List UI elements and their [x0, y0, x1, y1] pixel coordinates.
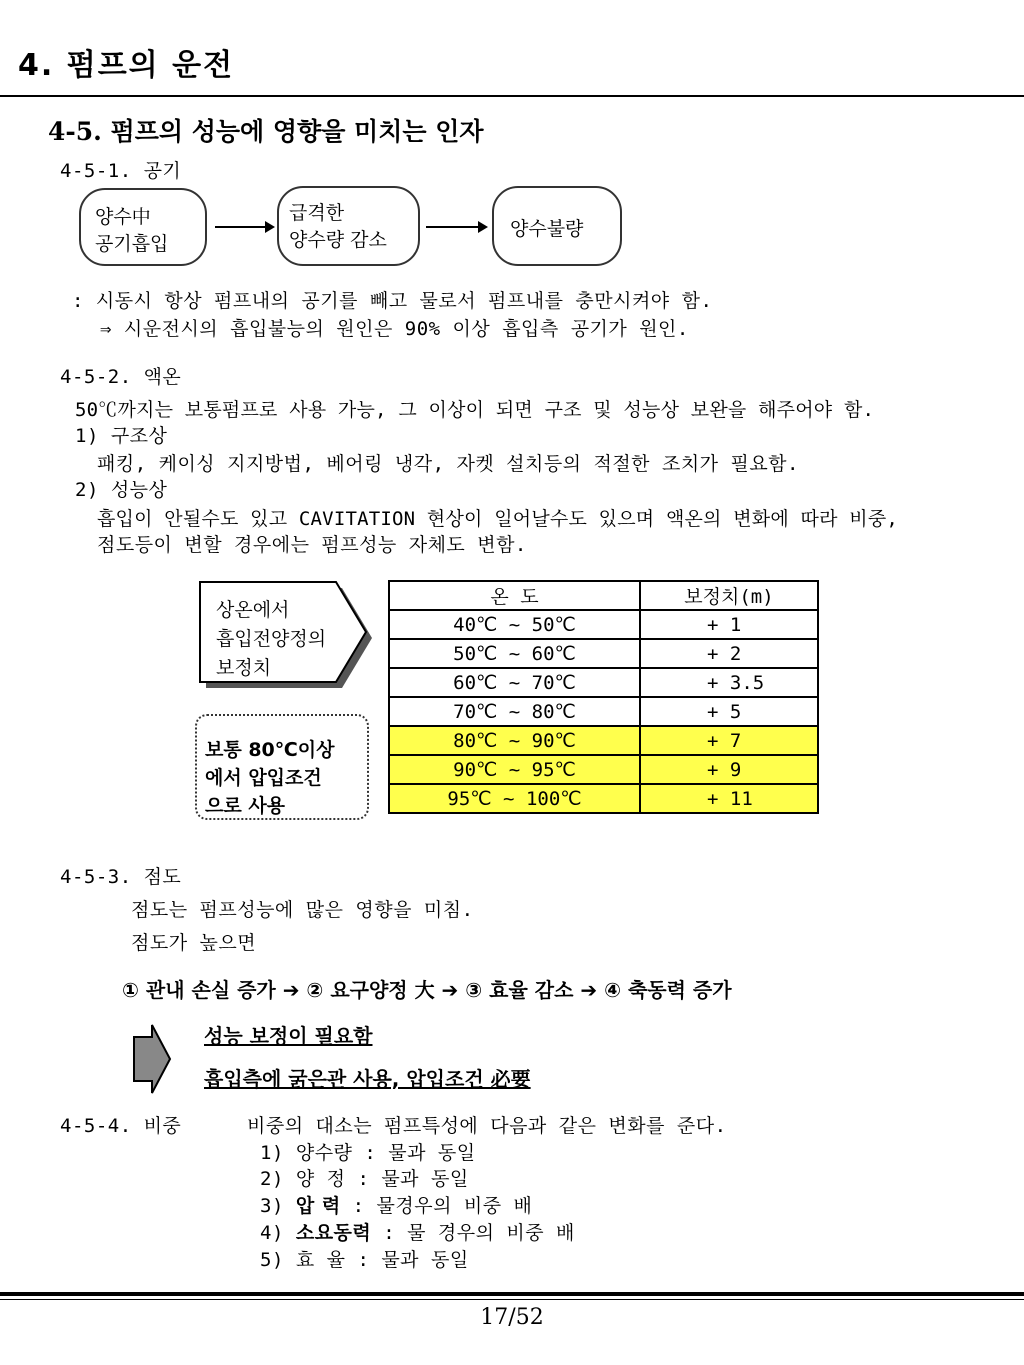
- table-row-highlighted: [389, 726, 818, 755]
- value-cell: + 3.5: [640, 668, 818, 697]
- item-text: : 물과 동일: [364, 1142, 476, 1164]
- gravity-intro: 비중의 대소는 펌프특성에 다음과 같은 변화를 준다.: [247, 1115, 727, 1137]
- structure-title: 1) 구조상: [75, 425, 168, 447]
- item-text: : 물경우의 비중 배: [352, 1195, 533, 1217]
- arrow-label-line: 상온에서: [216, 599, 290, 621]
- temp-cell: 95℃ ~ 100℃: [389, 784, 640, 813]
- arrow-label-line: 흡입전양정의: [216, 628, 327, 650]
- item-number: 3): [260, 1195, 284, 1217]
- table-row: [389, 668, 818, 697]
- item-label: 압 력: [295, 1195, 341, 1217]
- viscosity-chain: ① 관내 손실 증가 ➔ ② 요구양정 大 ➔ ③ 효율 감소 ➔ ④ 축동력 증가: [122, 978, 732, 1002]
- viscosity-result: 성능 보정이 필요함: [204, 1024, 373, 1048]
- performance-text: 흡입이 안될수도 있고 CAVITATION 현상이 일어날수도 있으며 액온의 변화에 따라 비중,: [97, 508, 899, 530]
- item-text: : 물과 동일: [357, 1249, 469, 1271]
- temp-cell: 60℃ ~ 70℃: [389, 668, 640, 697]
- temp-cell: 50℃ ~ 60℃: [389, 639, 640, 668]
- table-row-highlighted: [389, 755, 818, 784]
- flow-box-air-intake: [79, 188, 207, 266]
- title-divider: [0, 95, 1024, 97]
- gravity-item: [260, 1166, 469, 1192]
- item-number: 5): [260, 1249, 284, 1271]
- temp-cell: 40℃ ~ 50℃: [389, 610, 640, 639]
- temp-cell: 70℃ ~ 80℃: [389, 697, 640, 726]
- flow-arrow-icon: [215, 226, 273, 228]
- value-cell: + 2: [640, 639, 818, 668]
- value-cell: + 1: [640, 610, 818, 639]
- air-note-cause: ⇒ 시운전시의 흡입불능의 원인은 90% 이상 흡입측 공기가 원인.: [100, 318, 689, 340]
- viscosity-heading: 4-5-3. 점도: [60, 866, 182, 888]
- page-title: 4. 펌프의 운전: [18, 48, 235, 83]
- flow-box-text: 급격한: [289, 202, 345, 224]
- section-title-text: 펌프의 성능에 영향을 미치는 인자: [110, 117, 484, 146]
- air-note: : 시동시 항상 펌프내의 공기를 빼고 물로서 펌프내를 충만시켜야 함.: [72, 290, 713, 312]
- viscosity-result-2: 흡입측에 굵은관 사용, 압입조건 必要: [204, 1067, 531, 1091]
- item-label: 효 율: [295, 1249, 346, 1271]
- viscosity-line: 점도는 펌프성능에 많은 영향을 미침.: [131, 899, 474, 921]
- gravity-item: [260, 1140, 476, 1166]
- flow-box-text: 양수中: [95, 206, 151, 228]
- note-box-line: 에서 압입조건: [205, 767, 322, 789]
- temperature-correction-table: [388, 580, 819, 814]
- right-arrow-icon: [130, 1018, 178, 1098]
- flow-box-flow-drop: [277, 186, 420, 266]
- item-label: 양 정: [295, 1168, 346, 1190]
- performance-title: 2) 성능상: [75, 479, 168, 501]
- flow-box-text: 양수불량: [510, 218, 584, 240]
- air-heading: 4-5-1. 공기: [60, 160, 182, 182]
- note-box-line: 보통 80℃이상: [205, 739, 335, 761]
- note-box-line: 으로 사용: [205, 795, 286, 817]
- item-label: 양수량: [295, 1142, 353, 1164]
- table-row-highlighted: [389, 784, 818, 813]
- table-row: [389, 610, 818, 639]
- item-text: : 물 경우의 비중 배: [383, 1222, 575, 1244]
- section-title: [48, 112, 484, 148]
- temp-cell: 90℃ ~ 95℃: [389, 755, 640, 784]
- table-row: [389, 639, 818, 668]
- performance-text-2: 점도등이 변할 경우에는 펌프성능 자체도 변함.: [97, 534, 527, 556]
- value-cell: + 7: [640, 726, 818, 755]
- table-header-temp: 온 도: [389, 581, 640, 610]
- item-label: 소요동력: [295, 1222, 372, 1244]
- arrow-label: [216, 596, 326, 683]
- gravity-heading: 4-5-4. 비중: [60, 1115, 182, 1137]
- value-cell: + 5: [640, 697, 818, 726]
- footer-divider: [0, 1292, 1024, 1296]
- flow-arrow-icon: [426, 226, 486, 228]
- viscosity-line-2: 점도가 높으면: [131, 932, 257, 954]
- item-number: 2): [260, 1168, 284, 1190]
- table-header-value: 보정치(m): [640, 581, 818, 610]
- note-box: [195, 714, 369, 820]
- footer-divider-thin: [0, 1299, 1024, 1300]
- page-number: 17/52: [480, 1305, 544, 1330]
- gravity-item: [260, 1220, 575, 1246]
- flow-box-text: 양수량 감소: [289, 229, 387, 251]
- gravity-item: [260, 1193, 532, 1219]
- arrow-label-line: 보정치: [216, 657, 272, 679]
- value-cell: + 9: [640, 755, 818, 784]
- gravity-item: [260, 1247, 469, 1273]
- value-cell: + 11: [640, 784, 818, 813]
- item-text: : 물과 동일: [357, 1168, 469, 1190]
- item-number: 4): [260, 1222, 284, 1244]
- liquid-temp-heading: 4-5-2. 액온: [60, 366, 182, 388]
- flow-box-text: 공기흡입: [95, 233, 169, 255]
- table-row: [389, 697, 818, 726]
- section-number: 4-5.: [48, 117, 102, 146]
- temp-cell: 80℃ ~ 90℃: [389, 726, 640, 755]
- liquid-temp-line: 50℃까지는 보통펌프로 사용 가능, 그 이상이 되면 구조 및 성능상 보완을 해주어야 함.: [75, 399, 875, 421]
- structure-text: 패킹, 케이싱 지지방법, 베어링 냉각, 자켓 설치등의 적절한 조치가 필요함.: [97, 453, 799, 475]
- item-number: 1): [260, 1142, 284, 1164]
- flow-box-poor-pumping: [492, 186, 622, 266]
